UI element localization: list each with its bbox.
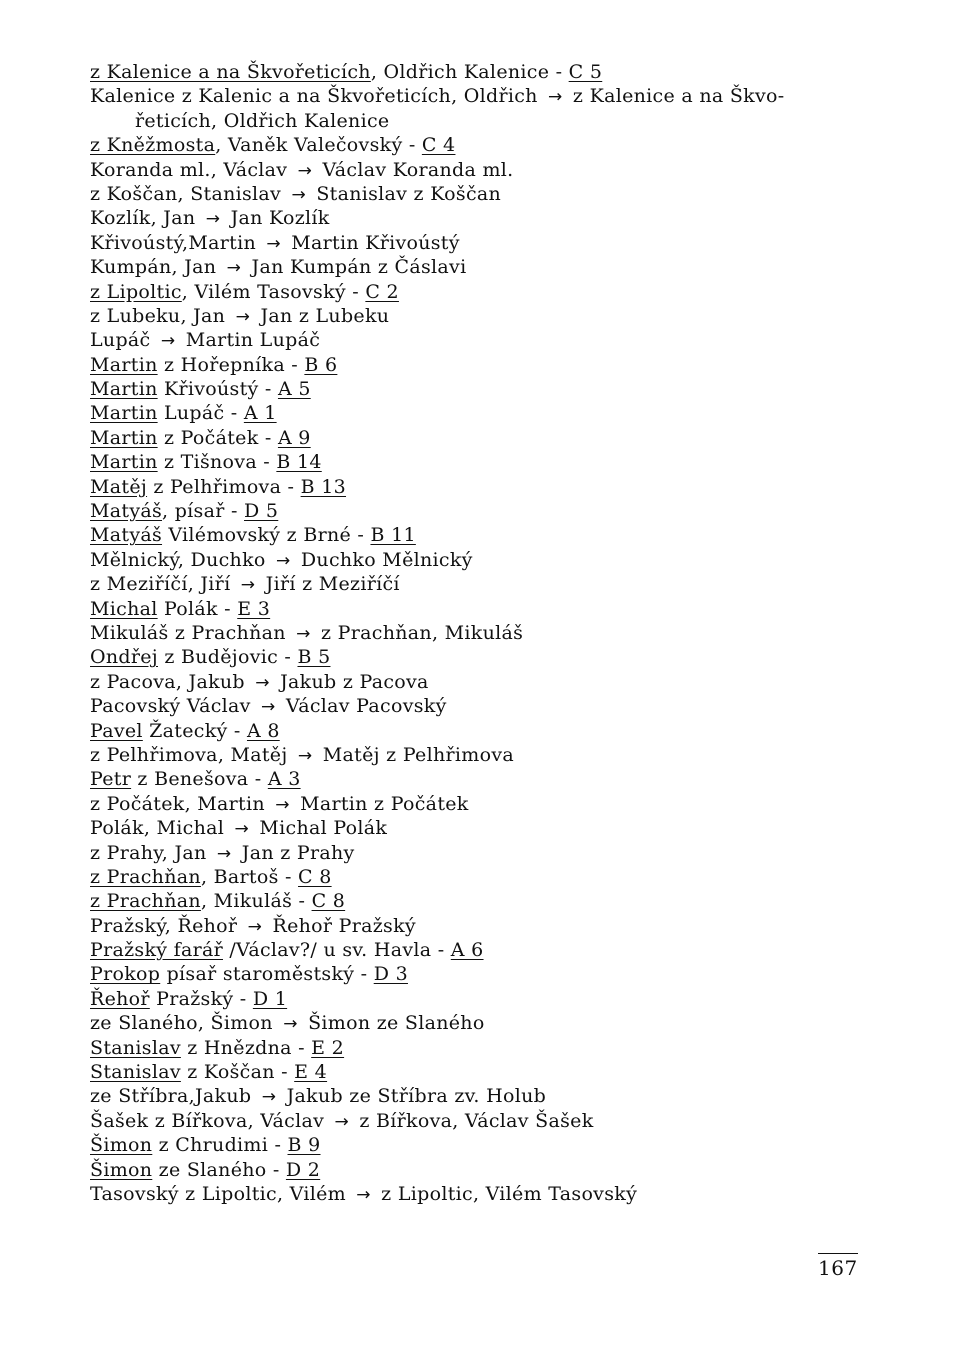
underlined-term: A 9 xyxy=(277,426,311,449)
index-entry xyxy=(90,1036,890,1060)
underlined-term: A 5 xyxy=(277,378,311,401)
underlined-term: Šimon xyxy=(90,1134,153,1157)
underlined-term: C 8 xyxy=(298,865,332,888)
underlined-term: Prokop xyxy=(90,963,161,986)
entry-text: Jan Kumpán z Čáslavi xyxy=(245,256,467,279)
entry-text: ze Stříbra,Jakub xyxy=(90,1085,258,1108)
index-list xyxy=(90,60,890,1206)
index-entry xyxy=(90,645,890,669)
index-entry xyxy=(90,1109,890,1133)
underlined-term: Matyáš xyxy=(90,500,163,523)
entry-text: Polák, Michal xyxy=(90,817,231,840)
underlined-term: Šimon xyxy=(90,1158,153,1181)
index-entry xyxy=(90,328,890,352)
underlined-term: Ondřej xyxy=(90,646,158,669)
underlined-term: Martin xyxy=(90,402,158,425)
underlined-term: A 8 xyxy=(246,719,280,742)
entry-text: Václav Koranda ml. xyxy=(316,158,514,181)
entry-text: písař staroměstský - xyxy=(160,963,374,986)
entry-text: z Počátek, Martin xyxy=(90,792,272,815)
index-entry xyxy=(90,670,890,694)
index-entry xyxy=(90,743,890,767)
underlined-term: C 4 xyxy=(421,134,456,157)
index-entry xyxy=(90,353,890,377)
underlined-term: B 11 xyxy=(370,524,416,547)
entry-text: z Chrudimi - xyxy=(152,1134,288,1157)
entry-text: Šimon ze Slaného xyxy=(301,1012,485,1035)
index-entry xyxy=(90,1084,890,1108)
entry-text: Kumpán, Jan xyxy=(90,256,223,279)
index-entry xyxy=(90,60,890,84)
entry-text: z Kalenice a na Škvo- xyxy=(566,85,785,108)
index-entry xyxy=(90,84,890,108)
entry-text: , Bartoš - xyxy=(200,865,299,888)
index-entry xyxy=(90,1011,890,1035)
entry-text: z Koščan - xyxy=(180,1061,295,1084)
index-entry xyxy=(90,719,890,743)
index-entry xyxy=(90,401,890,425)
underlined-term: B 9 xyxy=(287,1134,321,1157)
underlined-term: A 6 xyxy=(450,939,484,962)
index-entry xyxy=(90,816,890,840)
index-entry xyxy=(90,1158,890,1182)
entry-text: Lupáč - xyxy=(157,402,244,425)
entry-text: Jan Kozlík xyxy=(224,207,330,230)
entry-text: Jiří z Meziříčí xyxy=(259,573,400,596)
entry-text: Mělnický, Duchko xyxy=(90,548,272,571)
underlined-term: A 1 xyxy=(243,402,277,425)
index-entry xyxy=(90,255,890,279)
entry-text: z Koščan, Stanislav xyxy=(90,182,288,205)
underlined-term: z Prachňan xyxy=(90,865,201,888)
arrow-right-icon: → xyxy=(334,1111,350,1132)
underlined-term: D 1 xyxy=(252,987,288,1010)
entry-text: Martin z Počátek xyxy=(293,792,469,815)
index-entry xyxy=(90,450,890,474)
entry-text: z Počátek - xyxy=(157,426,278,449)
index-entry xyxy=(90,426,890,450)
underlined-term: Řehoř xyxy=(90,987,150,1010)
entry-text: Lupáč xyxy=(90,329,157,352)
index-entry xyxy=(90,475,890,499)
entry-text: Žatecký - xyxy=(142,719,247,742)
arrow-right-icon: → xyxy=(255,672,270,693)
index-entry xyxy=(90,621,890,645)
index-entry xyxy=(90,499,890,523)
arrow-right-icon: → xyxy=(226,258,242,279)
entry-text: , písař - xyxy=(162,500,245,523)
underlined-term: z Kalenice a na Škvořeticích xyxy=(90,61,371,83)
index-entry xyxy=(90,158,890,182)
underlined-term: B 13 xyxy=(300,475,347,498)
entry-text: Stanislav z Koščan xyxy=(309,182,502,205)
arrow-right-icon: → xyxy=(297,745,313,766)
entry-text: Jan z Prahy xyxy=(235,841,355,864)
index-entry xyxy=(90,572,890,596)
index-entry xyxy=(90,280,890,304)
underlined-term: Matyáš xyxy=(90,524,163,547)
arrow-right-icon: → xyxy=(283,1014,298,1035)
entry-text: z Tišnova - xyxy=(157,451,277,474)
index-entry xyxy=(90,694,890,718)
arrow-right-icon: → xyxy=(235,306,251,327)
entry-text: Křivoústý - xyxy=(157,378,278,401)
entry-text: z Prahy, Jan xyxy=(90,841,213,864)
underlined-term: Matěj xyxy=(90,475,148,498)
underlined-term: C 5 xyxy=(568,61,603,83)
underlined-term: A 3 xyxy=(267,768,301,791)
entry-text: Jakub z Pacova xyxy=(273,670,429,693)
arrow-right-icon: → xyxy=(548,87,563,108)
index-entry xyxy=(90,767,890,791)
entry-text: Mikuláš z Prachňan xyxy=(90,621,293,644)
entry-text: ze Slaného, Šimon xyxy=(90,1012,280,1035)
index-entry xyxy=(90,938,890,962)
underlined-term: Martin xyxy=(90,426,158,449)
entry-text: z Bířkova, Václav Šašek xyxy=(353,1109,594,1132)
entry-text: z Pelhřimova - xyxy=(147,475,301,498)
entry-text: z Prachňan, Mikuláš xyxy=(314,621,524,644)
underlined-term: E 4 xyxy=(294,1061,328,1084)
index-entry xyxy=(90,841,890,865)
index-entry xyxy=(90,109,890,133)
entry-text: z Hořepníka - xyxy=(157,353,305,376)
entry-text: Jakub ze Stříbra zv. Holub xyxy=(280,1085,547,1108)
arrow-right-icon: → xyxy=(297,160,313,181)
underlined-term: Stanislav xyxy=(90,1061,181,1084)
index-entry xyxy=(90,597,890,621)
index-entry xyxy=(90,182,890,206)
entry-text: , Oldřich Kalenice - xyxy=(370,61,569,83)
underlined-term: D 5 xyxy=(244,500,279,523)
entry-text: z Budějovic - xyxy=(158,646,298,669)
entry-text: z Pacova, Jakub xyxy=(90,670,252,693)
underlined-term: Martin xyxy=(90,378,158,401)
entry-text: z Hnězdna - xyxy=(180,1036,312,1059)
entry-text: z Benešova - xyxy=(131,768,268,791)
arrow-right-icon: → xyxy=(261,697,276,718)
entry-text: z Lubeku, Jan xyxy=(90,304,232,327)
underlined-term: z Kněžmosta xyxy=(90,134,216,157)
index-entry xyxy=(90,304,890,328)
entry-text: Pražský - xyxy=(149,987,253,1010)
index-entry xyxy=(90,1182,890,1206)
arrow-right-icon: → xyxy=(261,1087,277,1108)
entry-text: , Vaněk Valečovský - xyxy=(215,134,422,157)
underlined-term: Michal xyxy=(90,597,158,620)
arrow-right-icon: → xyxy=(234,819,250,840)
underlined-term: Pavel xyxy=(90,719,143,742)
index-entry xyxy=(90,889,890,913)
index-entry xyxy=(90,914,890,938)
index-entry xyxy=(90,865,890,889)
arrow-right-icon: → xyxy=(216,843,232,864)
underlined-term: Martin xyxy=(90,353,158,376)
entry-text: Václav Pacovský xyxy=(279,695,447,718)
arrow-right-icon: → xyxy=(296,623,311,644)
index-entry xyxy=(90,523,890,547)
underlined-term: B 14 xyxy=(276,451,322,474)
index-entry xyxy=(90,548,890,572)
entry-text: Jan z Lubeku xyxy=(254,304,390,327)
arrow-right-icon: → xyxy=(356,1184,371,1205)
entry-text: Matěj z Pelhřimova xyxy=(316,743,514,766)
entry-text: Martin Křivoústý xyxy=(284,231,460,254)
arrow-right-icon: → xyxy=(291,184,306,205)
underlined-term: C 2 xyxy=(365,280,399,303)
arrow-right-icon: → xyxy=(247,916,263,937)
underlined-term: Pražský farář xyxy=(90,939,223,962)
underlined-term: C 8 xyxy=(311,890,346,913)
arrow-right-icon: → xyxy=(160,331,176,352)
entry-text: , Mikuláš - xyxy=(200,890,312,913)
underlined-term: Martin xyxy=(90,451,158,474)
underlined-term: B 6 xyxy=(304,353,338,376)
underlined-term: Stanislav xyxy=(90,1036,181,1059)
entry-text: Pražský, Řehoř xyxy=(90,914,244,937)
entry-text: řeticích, Oldřich Kalenice xyxy=(135,109,390,132)
underlined-term: Petr xyxy=(90,768,132,791)
index-entry xyxy=(90,962,890,986)
index-entry xyxy=(90,1060,890,1084)
arrow-right-icon: → xyxy=(205,209,221,230)
index-entry xyxy=(90,987,890,1011)
entry-text: /Václav?/ u sv. Havla - xyxy=(223,939,451,962)
entry-text: z Pelhřimova, Matěj xyxy=(90,743,294,766)
underlined-term: z Prachňan xyxy=(90,890,201,913)
entry-text: Křivoústý,Martin xyxy=(90,231,263,254)
entry-text: Tasovský z Lipoltic, Vilém xyxy=(90,1182,353,1205)
index-entry xyxy=(90,377,890,401)
entry-text: Martin Lupáč xyxy=(179,329,321,352)
index-entry xyxy=(90,231,890,255)
arrow-right-icon: → xyxy=(240,575,256,596)
entry-text: Vilémovský z Brné - xyxy=(162,524,371,547)
entry-text: Michal Polák xyxy=(253,817,388,840)
entry-text: z Lipoltic, Vilém Tasovský xyxy=(374,1182,638,1205)
index-entry xyxy=(90,206,890,230)
entry-text: Kozlík, Jan xyxy=(90,207,202,230)
entry-text: Pacovský Václav xyxy=(90,695,258,718)
entry-text: Polák - xyxy=(157,597,238,620)
underlined-term: E 3 xyxy=(237,597,271,620)
underlined-term: B 5 xyxy=(297,646,331,669)
arrow-right-icon: → xyxy=(266,233,281,254)
index-entry xyxy=(90,792,890,816)
underlined-term: D 3 xyxy=(373,963,408,986)
entry-text: z Meziříčí, Jiří xyxy=(90,573,237,596)
entry-text: , Vilém Tasovský - xyxy=(181,280,366,303)
entry-text: ze Slaného - xyxy=(152,1158,286,1181)
arrow-right-icon: → xyxy=(275,550,291,571)
entry-text: Šašek z Bířkova, Václav xyxy=(90,1109,331,1132)
underlined-term: z Lipoltic xyxy=(90,280,182,303)
page-number: 167 xyxy=(818,1253,858,1280)
entry-text: Koranda ml., Václav xyxy=(90,158,294,181)
index-entry xyxy=(90,1133,890,1157)
entry-text: Duchko Mělnický xyxy=(294,548,473,571)
entry-text: Řehoř Pražský xyxy=(266,914,416,937)
index-entry xyxy=(90,133,890,157)
arrow-right-icon: → xyxy=(275,794,290,815)
underlined-term: D 2 xyxy=(285,1158,321,1181)
entry-text: Kalenice z Kalenic a na Škvořeticích, Oldřich xyxy=(90,85,545,108)
underlined-term: E 2 xyxy=(311,1036,345,1059)
